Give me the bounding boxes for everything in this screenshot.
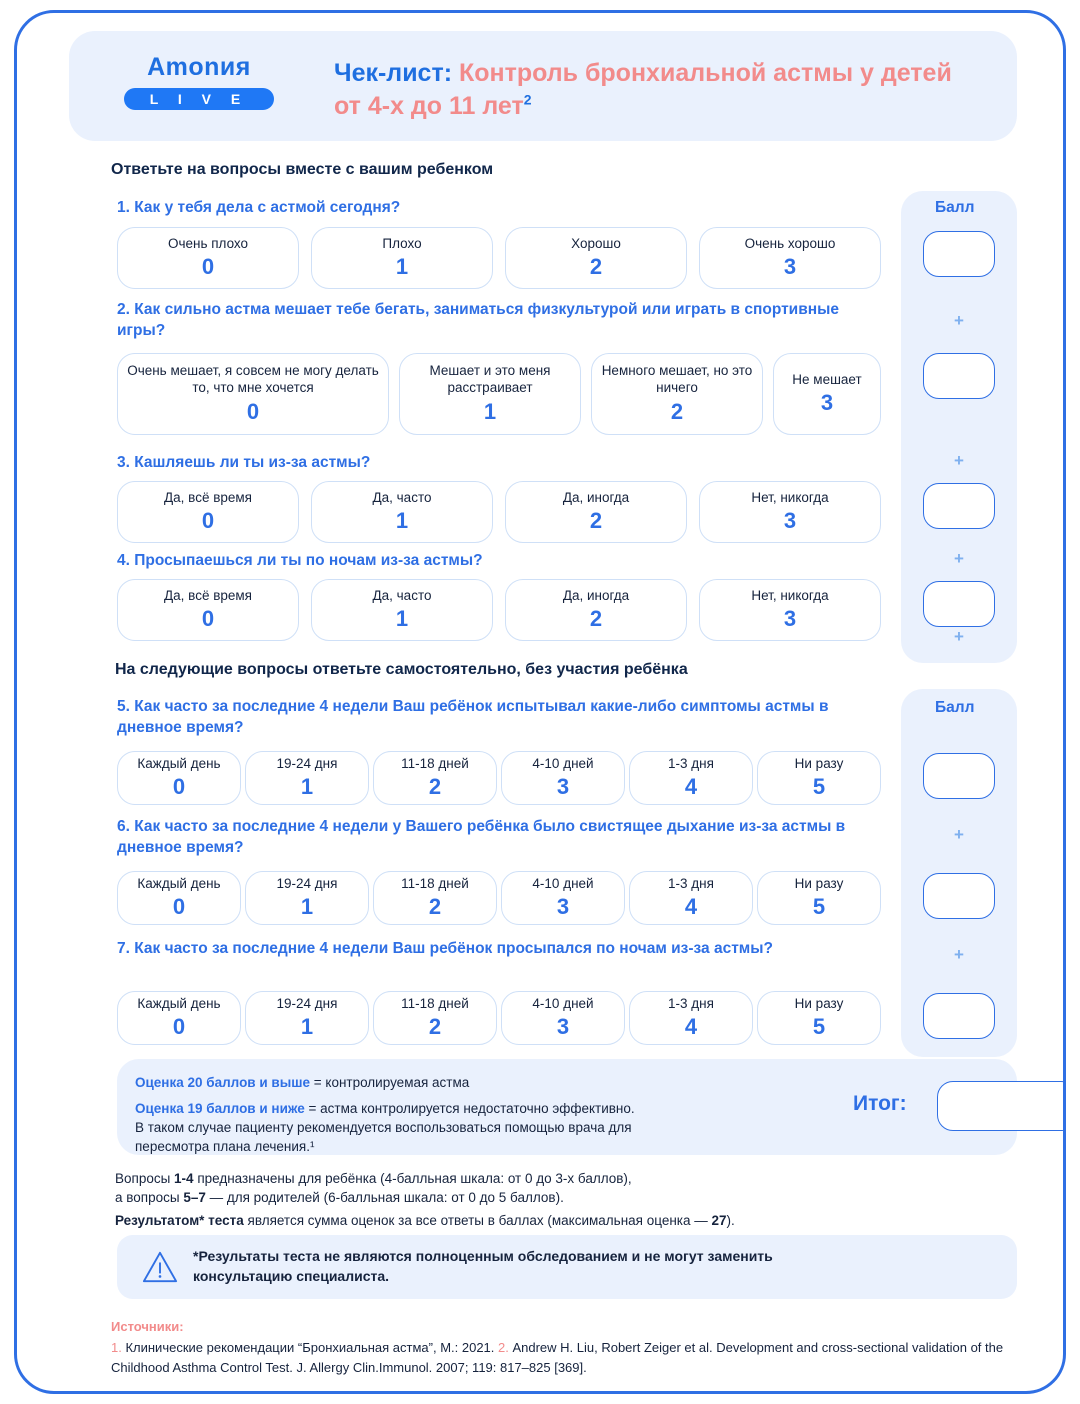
q1-option-3-label: Хорошо <box>571 235 621 251</box>
q2-option-3-label: Немного мешает, но это ничего <box>601 363 753 395</box>
result-line-4: пересмотра плана лечения.¹ <box>135 1139 315 1154</box>
q7-option-2-label: 19-24 дня <box>276 995 338 1011</box>
q7-option-2[interactable] <box>245 991 369 1045</box>
q7-option-2-value: 1 <box>300 1014 314 1040</box>
q3-option-4-label: Нет, никогда <box>751 489 829 505</box>
q5-option-3-label: 11-18 дней <box>401 755 469 771</box>
q5-option-6[interactable] <box>757 751 881 805</box>
q5-option-2[interactable] <box>245 751 369 805</box>
q5-option-5-value: 4 <box>684 774 698 800</box>
total-score-input[interactable] <box>937 1081 1066 1131</box>
score-input-q2[interactable] <box>923 353 995 399</box>
q4-option-3-value: 2 <box>589 606 603 632</box>
q4-option-2-label: Да, часто <box>372 587 432 603</box>
q6-option-3-value: 2 <box>428 894 442 920</box>
q1-option-4-label: Очень хорошо <box>744 235 836 251</box>
q3-option-1-value: 0 <box>201 508 215 534</box>
q5-option-6-value: 5 <box>812 774 826 800</box>
note-3-a: Результатом* теста <box>115 1213 244 1228</box>
q3-option-3[interactable] <box>505 481 687 543</box>
q5-option-4-label: 4-10 дней <box>532 755 594 771</box>
page-title-prefix: Чек-лист: <box>334 59 459 87</box>
warning-triangle-icon <box>141 1249 179 1285</box>
q7-option-1[interactable] <box>117 991 241 1045</box>
result-line-2-rest: = астма контролируется недостаточно эффективно. <box>304 1101 635 1116</box>
header-banner <box>69 31 1017 141</box>
q7-option-4[interactable] <box>501 991 625 1045</box>
q6-option-2-label: 19-24 дня <box>276 875 338 891</box>
q3-option-1[interactable] <box>117 481 299 543</box>
q7-option-3[interactable] <box>373 991 497 1045</box>
source-2-text: Andrew H. Liu, Robert Zeiger et al. Development and cross-sectional validation of the Childhood Asthma Control Test. J. Allergy Clin.Immunol. 2007; 119: 817–825 [369]. <box>111 1340 1004 1375</box>
q6-option-6-value: 5 <box>812 894 826 920</box>
q1-option-4-value: 3 <box>783 254 797 280</box>
q5-option-5-label: 1-3 дня <box>668 755 714 771</box>
q4-option-3[interactable] <box>505 579 687 641</box>
q7-option-1-label: Каждый день <box>137 995 221 1011</box>
q6-option-3[interactable] <box>373 871 497 925</box>
q6-option-1-value: 0 <box>172 894 186 920</box>
q2-option-4[interactable] <box>773 353 881 435</box>
plus-sign-6: + <box>954 945 964 964</box>
q6-option-3-label: 11-18 дней <box>401 875 469 891</box>
question-2-text: 2. Как сильно астма мешает тебе бегать, заниматься физкультурой или играть в спортивные игры? <box>117 301 839 339</box>
q7-option-3-label: 11-18 дней <box>401 995 469 1011</box>
q3-option-2[interactable] <box>311 481 493 543</box>
q4-option-1[interactable] <box>117 579 299 641</box>
q2-option-1[interactable] <box>117 353 389 435</box>
score-column-parent-title: Балл <box>935 699 975 716</box>
score-input-q6[interactable] <box>923 873 995 919</box>
question-6-text: 6. Как часто за последние 4 недели у Вашего ребёнка было свистящее дыхание из-за астмы в дневное время? <box>117 818 846 856</box>
q7-option-4-value: 3 <box>556 1014 570 1040</box>
q6-option-4-label: 4-10 дней <box>532 875 594 891</box>
score-input-q7[interactable] <box>923 993 995 1039</box>
q2-option-2[interactable] <box>399 353 581 435</box>
q6-option-2[interactable] <box>245 871 369 925</box>
child-section-heading: Ответьте на вопросы вместе с вашим ребенком <box>111 161 494 178</box>
result-line-1 <box>135 1073 835 1093</box>
note-3-b: является сумма оценок за все ответы в баллах (максимальная оценка — <box>243 1213 712 1228</box>
q6-option-6-label: Ни разу <box>794 875 844 891</box>
note-3-c: 27 <box>711 1213 727 1228</box>
result-line-2-highlight: Оценка 19 баллов и ниже <box>135 1101 305 1116</box>
q1-option-1-value: 0 <box>201 254 215 280</box>
plus-sign-1: + <box>954 311 964 330</box>
note-2-a: а вопросы <box>115 1190 184 1205</box>
plus-sign-5: + <box>954 825 964 844</box>
score-input-q1[interactable] <box>923 231 995 277</box>
source-1-text: Клинические рекомендации “Бронхиальная астма”, М.: 2021. <box>121 1340 498 1355</box>
q7-option-1-value: 0 <box>172 1014 186 1040</box>
warning-text <box>193 1247 993 1286</box>
note-1-c: предназначены для ребёнка (4-балльная шкала: от 0 до 3-х баллов), <box>193 1171 632 1186</box>
question-7-text: 7. Как часто за последние 4 недели Ваш ребёнок просыпался по ночам из-за астмы? <box>117 940 773 957</box>
question-5-text: 5. Как часто за последние 4 недели Ваш ребёнок испытывал какие-либо симптомы астмы в дневное время? <box>117 698 829 736</box>
q5-option-4-value: 3 <box>556 774 570 800</box>
q5-option-2-value: 1 <box>300 774 314 800</box>
page-title <box>334 57 984 123</box>
q3-option-2-value: 1 <box>395 508 409 534</box>
q6-option-4[interactable] <box>501 871 625 925</box>
q6-option-5-value: 4 <box>684 894 698 920</box>
q6-option-4-value: 3 <box>556 894 570 920</box>
q1-option-4[interactable] <box>699 227 881 289</box>
q1-option-1-label: Очень плохо <box>167 235 249 251</box>
note-line-2 <box>115 1188 995 1208</box>
q7-option-6-value: 5 <box>812 1014 826 1040</box>
q6-option-1-label: Каждый день <box>137 875 221 891</box>
q4-option-2-value: 1 <box>395 606 409 632</box>
q7-option-5-value: 4 <box>684 1014 698 1040</box>
q2-option-2-label: Мешает и это меня расстраивает <box>429 363 551 395</box>
result-line-1-rest: = контролируемая астма <box>310 1075 470 1090</box>
q5-option-4[interactable] <box>501 751 625 805</box>
score-input-q5[interactable] <box>923 753 995 799</box>
question-4-text: 4. Просыпаешься ли ты по ночам из-за астмы? <box>117 552 483 569</box>
total-label: Итог: <box>853 1092 907 1115</box>
plus-sign-3: + <box>954 549 964 568</box>
page-title-footnote: 2 <box>523 91 532 108</box>
q7-option-6[interactable] <box>757 991 881 1045</box>
q2-option-1-value: 0 <box>246 398 260 424</box>
q7-option-5[interactable] <box>629 991 753 1045</box>
result-line-1-highlight: Оценка 20 баллов и выше <box>135 1075 310 1090</box>
warning-text-line-2: консультацию специалиста. <box>193 1267 390 1284</box>
q2-option-2-value: 1 <box>483 398 497 424</box>
q6-option-2-value: 1 <box>300 894 314 920</box>
score-input-q4[interactable] <box>923 581 995 627</box>
question-3-text: 3. Кашляешь ли ты из-за астмы? <box>117 454 371 471</box>
warning-panel <box>117 1235 1017 1299</box>
sources-title: Источники: <box>111 1319 184 1334</box>
q6-option-5[interactable] <box>629 871 753 925</box>
q1-option-3-value: 2 <box>589 254 603 280</box>
q6-option-6[interactable] <box>757 871 881 925</box>
source-2-number: 2. <box>498 1340 509 1355</box>
q7-option-6-label: Ни разу <box>794 995 844 1011</box>
note-2-c: — для родителей (6-балльная шкала: от 0 до 5 баллов). <box>205 1190 564 1205</box>
q4-option-1-label: Да, всё время <box>164 587 252 603</box>
q7-option-5-label: 1-3 дня <box>668 995 714 1011</box>
q3-option-4-value: 3 <box>783 508 797 534</box>
q5-option-1-label: Каждый день <box>137 755 221 771</box>
sources-text <box>111 1338 1011 1377</box>
q1-option-2-value: 1 <box>395 254 409 280</box>
checklist-page <box>14 10 1066 1394</box>
q5-option-1-value: 0 <box>172 774 186 800</box>
question-1-text: 1. Как у тебя дела с астмой сегодня? <box>117 199 401 216</box>
q7-option-3-value: 2 <box>428 1014 442 1040</box>
q5-option-5[interactable] <box>629 751 753 805</box>
q1-option-3[interactable] <box>505 227 687 289</box>
q2-option-1-label: Очень мешает, я совсем не могу делать то, что мне хочется <box>127 363 379 395</box>
q1-option-1[interactable] <box>117 227 299 289</box>
q1-option-2[interactable] <box>311 227 493 289</box>
q5-option-3[interactable] <box>373 751 497 805</box>
plus-sign-4: + <box>954 627 964 646</box>
logo-brand: Amonия <box>147 53 251 81</box>
q7-option-4-label: 4-10 дней <box>532 995 594 1011</box>
q3-option-3-label: Да, иногда <box>562 489 630 505</box>
q5-option-1[interactable] <box>117 751 241 805</box>
result-line-3: В таком случае пациенту рекомендуется воспользоваться помощью врача для <box>135 1120 632 1135</box>
note-3-d: ). <box>726 1213 735 1228</box>
source-1-number: 1. <box>111 1340 122 1355</box>
q4-option-4-label: Нет, никогда <box>751 587 829 603</box>
q4-option-4[interactable] <box>699 579 881 641</box>
score-column-child-title: Балл <box>935 199 975 216</box>
note-1-a: Вопросы <box>115 1171 175 1186</box>
q5-option-3-value: 2 <box>428 774 442 800</box>
q4-option-4-value: 3 <box>783 606 797 632</box>
q3-option-3-value: 2 <box>589 508 603 534</box>
logo <box>124 53 274 110</box>
q4-option-2[interactable] <box>311 579 493 641</box>
q3-option-1-label: Да, всё время <box>164 489 252 505</box>
warning-text-line-1: *Результаты теста не являются полноценным обследованием и не могут заменить <box>193 1248 773 1264</box>
q5-option-6-label: Ни разу <box>794 755 844 771</box>
q5-option-2-label: 19-24 дня <box>276 755 338 771</box>
q6-option-5-label: 1-3 дня <box>668 875 714 891</box>
result-line-2 <box>135 1099 835 1119</box>
q2-option-3-value: 2 <box>670 398 684 424</box>
logo-tagline: L I V E <box>124 88 274 110</box>
q3-option-4[interactable] <box>699 481 881 543</box>
score-input-q3[interactable] <box>923 483 995 529</box>
page-title-main: Контроль бронхиальной астмы у детей от 4-х до 11 лет <box>334 59 952 120</box>
q1-option-2-label: Плохо <box>382 235 422 251</box>
q6-option-1[interactable] <box>117 871 241 925</box>
note-2-b: 5–7 <box>183 1190 206 1205</box>
q4-option-3-label: Да, иногда <box>562 587 630 603</box>
parent-section-heading: На следующие вопросы ответьте самостоятельно, без участия ребёнка <box>115 661 688 678</box>
note-line-1 <box>115 1169 995 1189</box>
q2-option-4-value: 3 <box>820 390 834 416</box>
q3-option-2-label: Да, часто <box>372 489 432 505</box>
note-1-b: 1-4 <box>174 1171 194 1186</box>
q4-option-1-value: 0 <box>201 606 215 632</box>
plus-sign-2: + <box>954 451 964 470</box>
q2-option-4-label: Не мешает <box>792 371 862 387</box>
q2-option-3[interactable] <box>591 353 763 435</box>
note-line-3 <box>115 1211 995 1231</box>
